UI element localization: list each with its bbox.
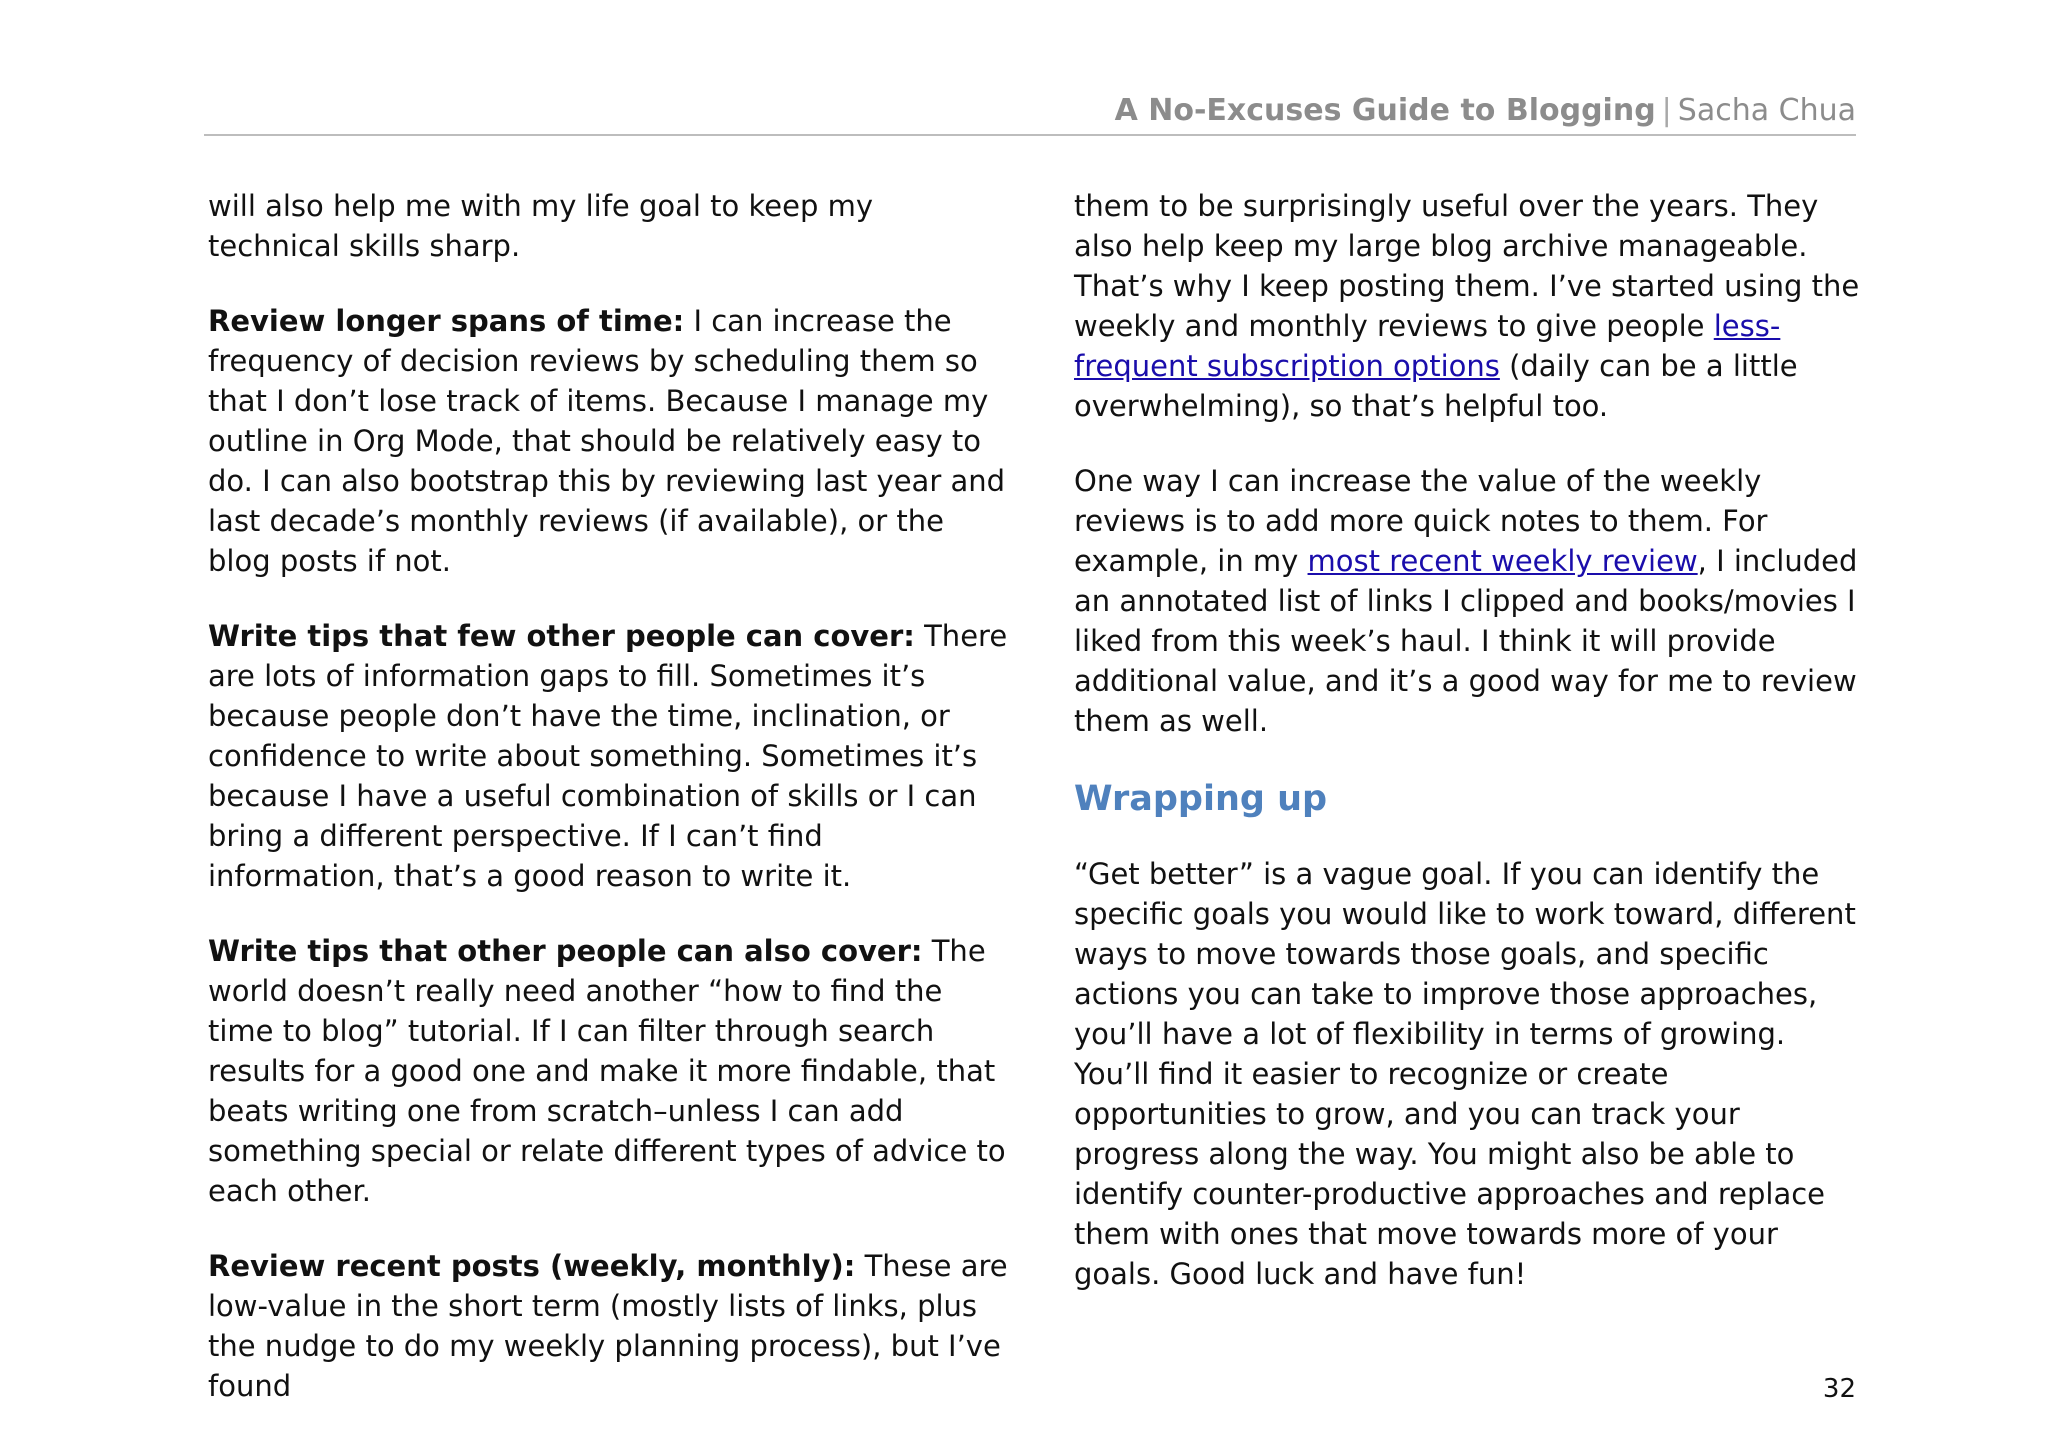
paragraph-continuation: will also help me with my life goal to keep my technical skills sharp.	[208, 189, 873, 263]
paragraph-tips-few-others	[208, 616, 1008, 896]
left-column	[208, 186, 1008, 1441]
paragraph-review-recent-posts	[208, 1246, 1008, 1406]
paragraph-review-longer-spans	[208, 301, 1008, 581]
paragraph-increase-value	[1074, 461, 1864, 741]
paragraph-text: I can increase the frequency of decision reviews by scheduling them so that I don’t lose track of items. Because I manage my outline in Org Mode, that should be relatively easy to do. I can also bootstrap this by reviewing last year and last decade’s monthly reviews (if available), or the blog posts if not.	[208, 304, 1006, 578]
paragraph-tips-others-also	[208, 931, 1008, 1211]
paragraph-text: The world doesn’t really need another “how to find the time to blog” tutorial. If I can filter through search results for a good one and make it more findable, that beats writing one from scratch–unless I can add something special or relate different types of advice to each other.	[208, 934, 1006, 1208]
paragraph-useful-reviews	[1074, 186, 1864, 426]
paragraph-lead: Review longer spans of time:	[208, 304, 685, 338]
right-column	[1074, 186, 1864, 1329]
most-recent-weekly-review-link[interactable]: most recent weekly review	[1307, 544, 1698, 578]
paragraph-lead: Review recent posts (weekly, monthly):	[208, 1249, 856, 1283]
paragraph-text: One way I can increase the value of the weekly reviews is to add more quick notes to them. For example, in my	[1074, 464, 1768, 578]
less-frequent-subscription-link[interactable]: less-frequent subscription options	[1074, 309, 1781, 383]
paragraph-text: them to be surprisingly useful over the years. They also help keep my large blog archive manageable. That’s why I keep posting them. I’ve started using the weekly and monthly reviews to give people	[1074, 189, 1860, 343]
section-heading-wrapping-up: Wrapping up	[1074, 779, 1328, 819]
paragraph-text: There are lots of information gaps to fill. Sometimes it’s because people don’t have the time, inclination, or confidence to write about something. Sometimes it’s because I have a useful combination of skills or I can bring a different perspective. If I can’t find information, that’s a good reason to write it.	[208, 619, 1008, 893]
paragraph-text: These are low-value in the short term (mostly lists of links, plus the nudge to do my weekly planning process), but I’ve found	[208, 1249, 1008, 1403]
paragraph-lead: Write tips that other people can also cover:	[208, 934, 923, 968]
running-header	[204, 88, 1856, 136]
paragraph-text: (daily can be a little overwhelming), so that’s helpful too.	[1074, 349, 1798, 423]
paragraph-conclusion: “Get better” is a vague goal. If you can identify the specific goals you would like to work toward, different ways to move towards those goals, and specific actions you can take to improve those approaches, you’ll have a lot of flexibility in terms of growing. You’ll find it easier to recognize or create opportunities to grow, and you can track your progress along the way. You might also be able to identify counter-productive approaches and replace them with ones that move towards more of your goals. Good luck and have fun!	[1074, 857, 1856, 1291]
header-book-title: A No-Excuses Guide to Blogging	[1114, 93, 1656, 128]
page-number: 32	[1822, 1374, 1856, 1404]
header-author: Sacha Chua	[1677, 93, 1856, 128]
paragraph-text: , I included an annotated list of links I clipped and books/movies I liked from this week’s haul. I think it will provide additional value, and it’s a good way for me to review them as well.	[1074, 544, 1858, 738]
header-separator: |	[1661, 93, 1672, 128]
paragraph-lead: Write tips that few other people can cover:	[208, 619, 915, 653]
